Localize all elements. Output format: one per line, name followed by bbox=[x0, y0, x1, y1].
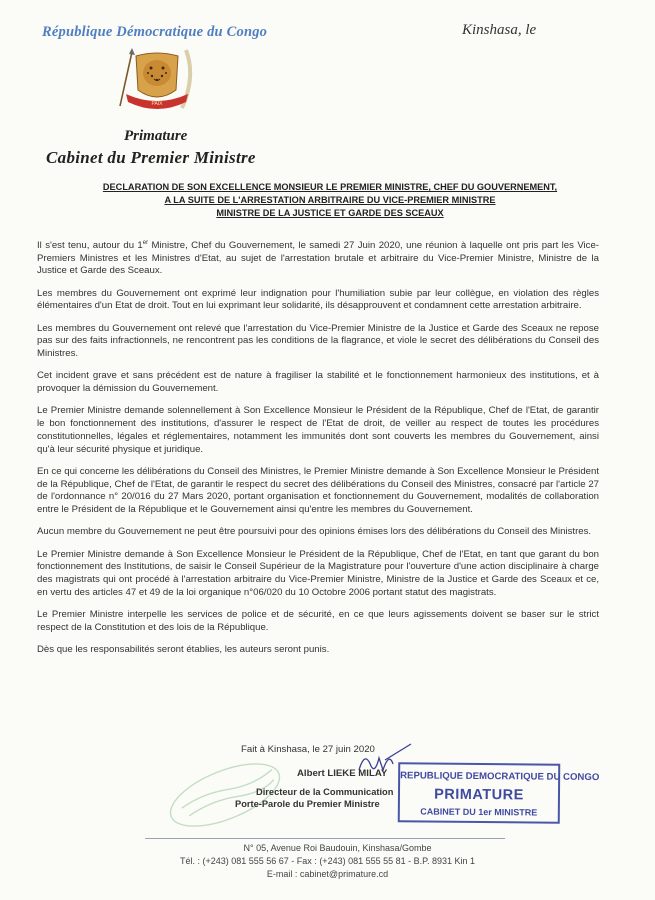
signature-date: Fait à Kinshasa, le 27 juin 2020 bbox=[241, 744, 375, 755]
cabinet-title: Cabinet du Premier Ministre bbox=[46, 148, 256, 167]
paragraph-9: Le Premier Ministre interpelle les services de police et de sécurité, en ce que leurs agissements doivent se baser sur le strict respect de la Constitution et des lois de la République. bbox=[37, 608, 599, 633]
paragraph-1 bbox=[37, 240, 599, 278]
footer-phones: Tél. : (+243) 081 555 56 67 - Fax : (+243) 081 555 55 81 - B.P. 8931 Kin 1 bbox=[179, 856, 476, 866]
paragraph-8: Le Premier Ministre demande à Son Excellence Monsieur le Président de la République, Chef de l'Etat, en tant que garant du bon fonctionnement des Institutions, de saisir le Conseil Supérieur de la Magistrature pour l'ouverture d'une action disciplinaire à charge des magistrats qui ont procédé à l'arrestation arbitraire du Vice-Premier Ministre, Ministre de la Justice et Garde des Sceaux et ce, en vertu des articles 47 et 49 de la loi organique n°06/020 du 10 Octobre 2006 portant statut des magistrats. bbox=[37, 548, 599, 598]
paragraph-1-rest: Ministre, Chef du Gouvernement, le samedi 27 Juin 2020, une réunion à laquelle ont pris part les Vice-Premiers Ministres et les Ministres d'Etat, au sujet de l'arrestation brutale et arbitraire du Vice-Premier Ministre, Ministre de la Justice et Garde des Sceaux. bbox=[37, 240, 599, 277]
ordinal-superscript: er bbox=[142, 239, 149, 246]
stamp-line-3: CABINET DU 1er MINISTRE bbox=[420, 806, 538, 818]
place-date-heading: Kinshasa, le bbox=[462, 22, 537, 38]
paragraph-7: Aucun membre du Gouvernement ne peut être poursuivi pour des opinions émises lors des délibérations du Conseil des Ministres. bbox=[37, 526, 592, 538]
paragraph-6: En ce qui concerne les délibérations du Conseil des Ministres, le Premier Ministre demande à Son Excellence Monsieur le Président de la République, Chef de l'Etat, de garantir le respect du secret des délibérations du Conseil des Ministres, consacré par l'article 27 de l'ordonnance n° 20/016 du 27 Mars 2020, portant organisation et fonctionnement du Gouvernement, modalités de collaboration entre le Président de la République et le Gouvernement ainsi qu'entre les membres du Gouvernement. bbox=[37, 465, 599, 515]
office-title: Primature bbox=[124, 128, 188, 144]
declaration-body bbox=[37, 240, 599, 666]
declaration-line-3: MINISTRE DE LA JUSTICE ET GARDE DES SCEAUX bbox=[216, 208, 444, 218]
paragraph-3: Les membres du Gouvernement ont relevé que l'arrestation du Vice-Premier Ministre de la Justice et Garde des Sceaux ne repose pas sur des faits infractionnels, ne rencontrent pas les conditions de la flagrance, et viole le secret des délibérations du Conseil des Ministres. bbox=[37, 322, 599, 360]
signer-name: Albert LIEKE MILAY bbox=[297, 768, 388, 779]
emblem-motto: PAIX bbox=[151, 101, 163, 107]
footer-divider bbox=[145, 838, 505, 839]
declaration-line-1: DECLARATION DE SON EXCELLENCE MONSIEUR LE PREMIER MINISTRE, CHEF DU GOUVERNEMENT, bbox=[102, 182, 558, 192]
footer-email: E-mail : cabinet@primature.cd bbox=[266, 869, 389, 879]
signer-role-2: Porte-Parole du Premier Ministre bbox=[235, 799, 380, 809]
paragraph-10: Dès que les responsabilités seront établies, les auteurs seront punis. bbox=[37, 643, 330, 655]
republic-name: République Démocratique du Congo bbox=[42, 24, 268, 40]
official-stamp bbox=[398, 762, 600, 823]
paragraph-4: Cet incident grave et sans précédent est de nature à fragiliser la stabilité et le fonctionnement harmonieux des institutions, et à provoquer la démission du Gouvernement. bbox=[37, 370, 599, 395]
paragraph-2: Les membres du Gouvernement ont exprimé leur indignation pour l'humiliation subie par leur collègue, en violation des règles élémentaires d'un Etat de droit. Tout en lui exprimant leur solidarité, ils désapprouvent et condamnent cette arrestation arbitraire. bbox=[37, 287, 599, 312]
signer-role-1: Directeur de la Communication bbox=[256, 787, 394, 797]
declaration-title bbox=[70, 181, 590, 220]
stamp-line-1: REPUBLIQUE DEMOCRATIQUE DU CONGO bbox=[400, 770, 600, 784]
footer-address: N° 05, Avenue Roi Baudouin, Kinshasa/Gombe bbox=[243, 843, 432, 853]
paragraph-5: Le Premier Ministre demande solennellement à Son Excellence Monsieur le Président de la République, Chef de l'Etat, de garantir le bon fonctionnement des institutions, d'assurer le respect de l'Etat de droit, de veiller au respect de toutes les procédures constitutionnelles, légales et réglementaires, notamment les immunités dont sont couverts les membres du Gouvernement, ainsi qu'à leur sécurité physique et juridique. bbox=[37, 405, 599, 455]
national-emblem-icon bbox=[116, 46, 198, 116]
declaration-line-2: A LA SUITE DE L'ARRESTATION ARBITRAIRE DU VICE-PREMIER MINISTRE bbox=[164, 195, 496, 205]
stamp-line-2: PRIMATURE bbox=[434, 786, 524, 804]
paragraph-1-start: Il s'est tenu, autour du 1 bbox=[37, 240, 143, 251]
